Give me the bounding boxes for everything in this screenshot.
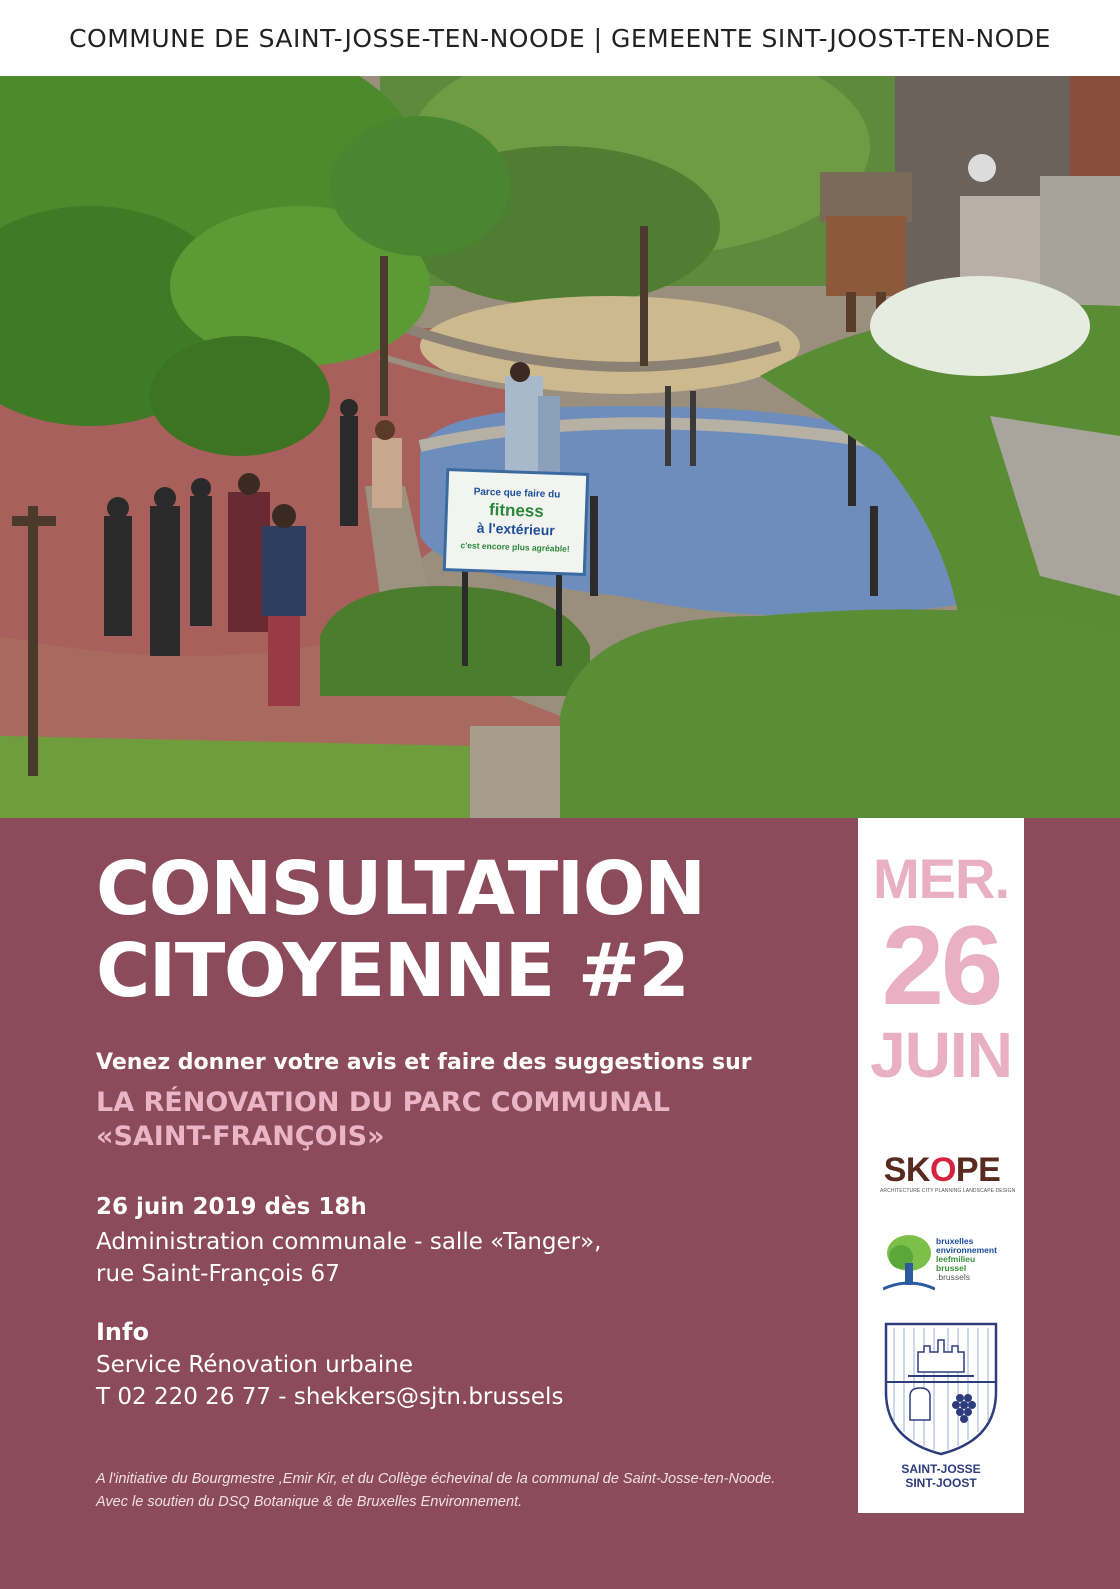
event-address xyxy=(96,1226,601,1290)
park-photo xyxy=(0,76,1120,818)
footer-line-1: A l'initiative du Bourgmestre ,Emir Kir, et du Collège échevinal de la communal de Saint-Josse-ten-Noode. xyxy=(96,1471,776,1487)
address-line-1: Administration communale - salle «Tanger», xyxy=(96,1229,602,1255)
sign-line-1: Parce que faire du xyxy=(473,486,561,501)
lead-text: Venez donner votre avis et faire des suggestions sur xyxy=(96,1050,752,1075)
info-heading: Info xyxy=(96,1318,149,1346)
info-service: Service Rénovation urbaine xyxy=(96,1352,413,1378)
sign-line-4: c'est encore plus agréable! xyxy=(460,540,570,554)
page-header xyxy=(0,0,1120,76)
be-wordmark: bruxelles environnement leefmilieu brussel .brussels xyxy=(936,1236,997,1282)
bruxelles-environnement-logo xyxy=(883,1233,1013,1293)
skope-tagline: ARCHITECTURE CITY PLANNING LANDSCAPE DESIGN xyxy=(880,1188,1016,1194)
info-contact: T 02 220 26 77 - shekkers@sjtn.brussels xyxy=(96,1384,564,1410)
title-line-2: CITOYENNE #2 xyxy=(96,928,689,1014)
title-line-1: CONSULTATION xyxy=(96,846,705,932)
commune-title: COMMUNE DE SAINT-JOSSE-TEN-NOODE | GEMEENTE SINT-JOOST-TEN-NODE xyxy=(69,23,1051,53)
subject-line-2: «SAINT-FRANÇOIS» xyxy=(96,1121,385,1152)
footer-line-2: Avec le soutien du DSQ Botanique & de Bruxelles Environnement. xyxy=(96,1494,523,1510)
sign-line-3: à l'extérieur xyxy=(476,519,556,539)
address-line-2: rue Saint-François 67 xyxy=(96,1261,340,1287)
skope-logo xyxy=(880,1151,1016,1194)
date-sidebar xyxy=(858,818,1024,1513)
date-day-number: 26 xyxy=(881,903,1001,1028)
skope-wordmark: SKOPE xyxy=(883,1151,1001,1189)
sign-line-2: fitness xyxy=(488,500,545,521)
footer-note xyxy=(96,1468,775,1514)
commune-crest-icon xyxy=(884,1322,998,1456)
subject-line-1: LA RÉNOVATION DU PARC COMMUNAL xyxy=(96,1087,670,1118)
event-datetime: 26 juin 2019 dès 18h xyxy=(96,1194,367,1220)
subject-text xyxy=(96,1086,670,1154)
event-title xyxy=(96,848,705,1012)
commune-name: SAINT-JOSSE SINT-JOOST xyxy=(901,1462,981,1490)
tree-icon xyxy=(883,1233,935,1293)
date-month: JUIN xyxy=(870,1019,1012,1091)
date-day-name: MER. xyxy=(873,847,1009,910)
